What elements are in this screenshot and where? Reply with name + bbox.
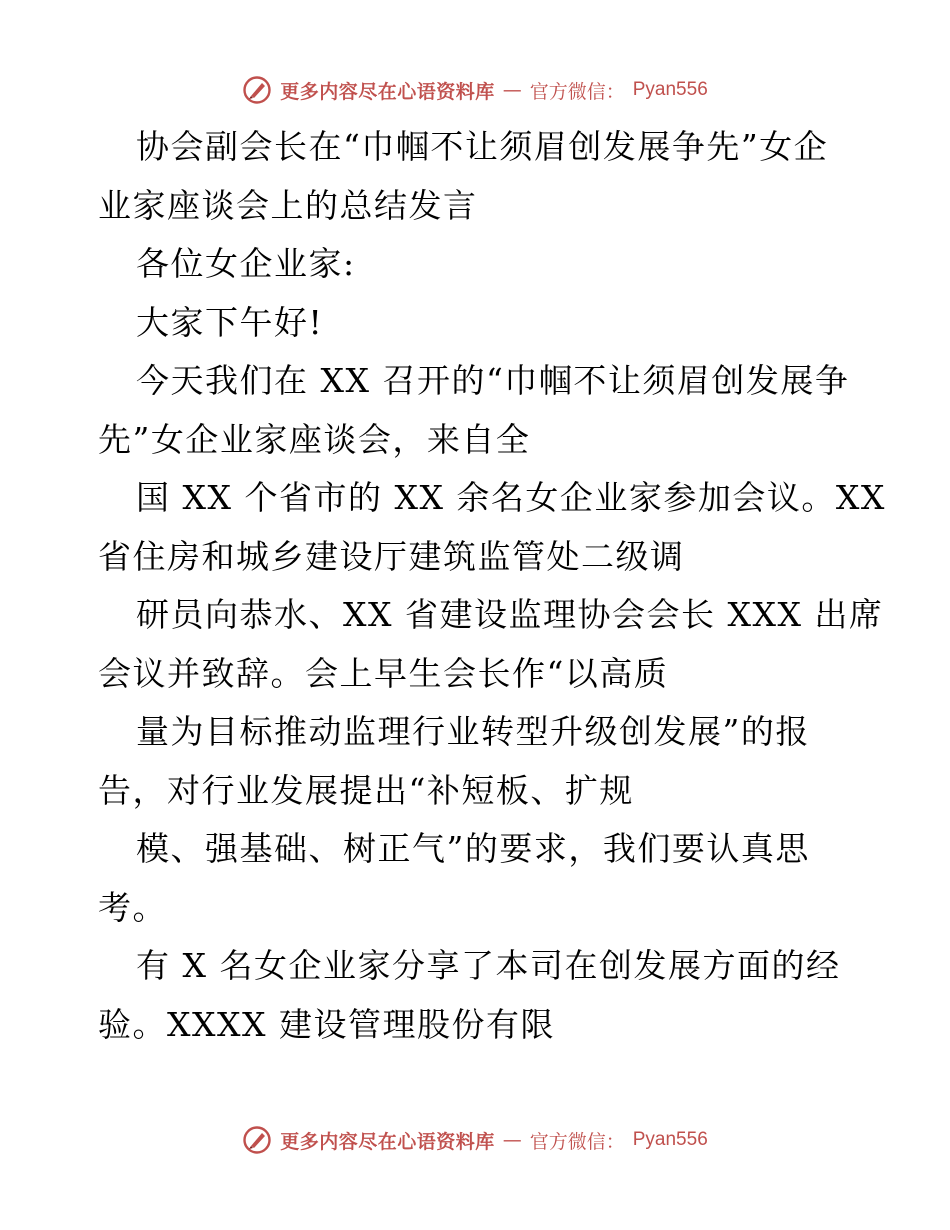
watermark-dash: — bbox=[502, 79, 522, 101]
watermark-slogan: 更多内容尽在心语资料库 bbox=[280, 1130, 495, 1153]
pen-circle-logo-icon bbox=[242, 75, 272, 105]
text-line: 今天我们在 XX 召开的“巾帼不让须眉创发展争 bbox=[136, 361, 850, 400]
text-line: 省住房和城乡建设厅建筑监管处二级调 bbox=[98, 536, 685, 576]
text-line: 考。 bbox=[98, 887, 167, 927]
watermark-wechat-label: 官方微信： bbox=[529, 80, 625, 103]
text-line: 业家座谈会上的总结发言 bbox=[98, 185, 478, 225]
text-line: 告，对行业发展提出“补短板、扩规 bbox=[98, 770, 634, 810]
text-line: 大家下午好! bbox=[136, 302, 324, 342]
text-line: 先”女企业家座谈会，来自全 bbox=[98, 419, 531, 459]
watermark-wechat-label: 官方微信： bbox=[529, 1130, 625, 1153]
text-line: 国 XX 个省市的 XX 余名女企业家参加会议。XX bbox=[136, 478, 886, 517]
text-line: 量为目标推动监理行业转型升级创发展”的报 bbox=[136, 712, 810, 751]
text-line: 会议并致辞。会上早生会长作“以高质 bbox=[98, 653, 669, 693]
watermark-slogan: 更多内容尽在心语资料库 bbox=[280, 80, 495, 103]
text-line: 研员向恭水、XX 省建设监理协会会长 XXX 出席 bbox=[136, 595, 884, 634]
watermark-dash: — bbox=[502, 1129, 522, 1151]
text-line: 验。XXXX 建设管理股份有限 bbox=[98, 1004, 555, 1044]
watermark-wechat-id: Pyan556 bbox=[632, 1129, 708, 1150]
document-body bbox=[98, 118, 886, 1054]
text-line: 各位女企业家: bbox=[136, 244, 356, 283]
pen-circle-logo-icon bbox=[242, 1125, 272, 1155]
footer-watermark bbox=[0, 1122, 950, 1158]
text-line: 模、强基础、树正气”的要求，我们要认真思 bbox=[136, 829, 810, 868]
watermark-wechat-id: Pyan556 bbox=[632, 79, 708, 100]
header-watermark bbox=[0, 72, 950, 108]
text-line: 有 X 名女企业家分享了本司在创发展方面的经 bbox=[136, 946, 841, 985]
text-line: 协会副会长在“巾帼不让须眉创发展争先”女企 bbox=[136, 127, 829, 166]
